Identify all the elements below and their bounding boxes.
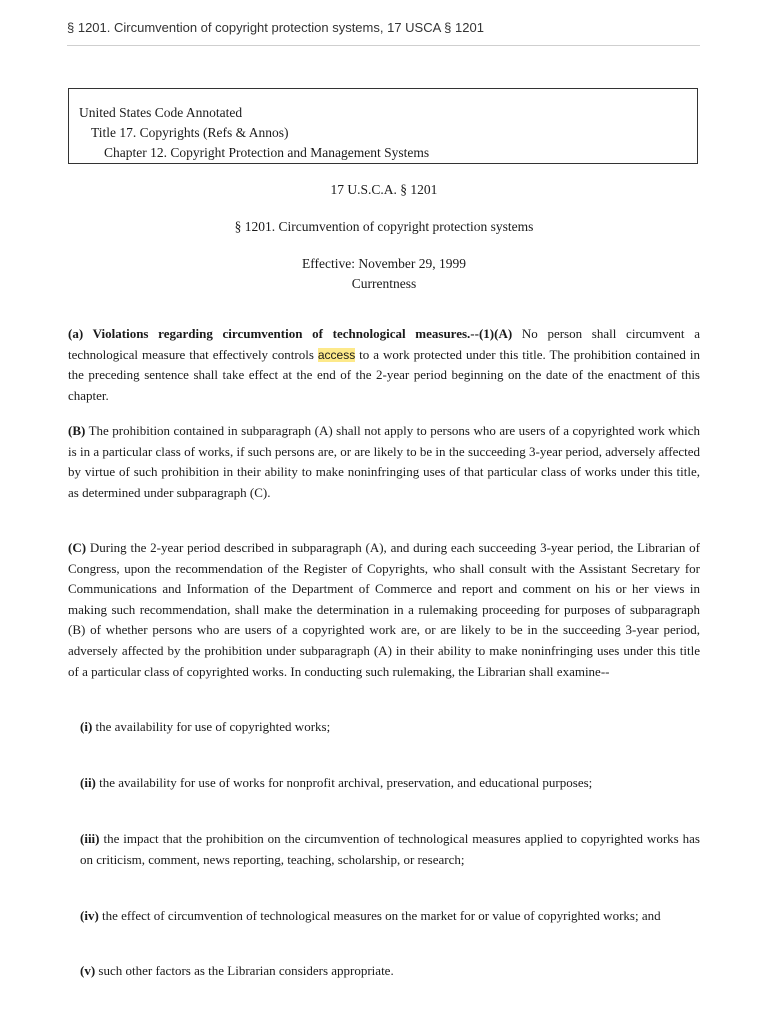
- list-item-iv: [80, 906, 700, 927]
- list-item-label: (ii): [80, 775, 96, 790]
- list-item-text: the impact that the prohibition on the circumvention of technological measures applied to copyrighted works has on criticism, comment, news reporting, teaching, scholarship, or research;: [80, 831, 700, 867]
- list-item-v: [80, 961, 700, 982]
- paragraph-a: [68, 324, 700, 406]
- paragraph-b-label: (B): [68, 423, 86, 438]
- paragraph-a-text-1: No person shall circumvent a technological measure that effectively controls: [68, 326, 701, 362]
- running-title: § 1201. Circumvention of copyright protection systems, 17 USCA § 1201: [67, 20, 700, 46]
- code-line-chapter[interactable]: Chapter 12. Copyright Protection and Management Systems: [104, 145, 430, 160]
- code-line-title[interactable]: Title 17. Copyrights (Refs & Annos): [91, 125, 289, 140]
- list-item-label: (v): [80, 963, 96, 978]
- list-item-text: the availability for use of copyrighted works;: [92, 719, 331, 734]
- section-title: § 1201. Circumvention of copyright protection systems: [234, 219, 534, 234]
- effective-date: Effective: November 29, 1999: [302, 256, 466, 271]
- paragraph-c: [68, 538, 700, 682]
- list-item-label: (iii): [80, 831, 100, 846]
- paragraph-c-text: During the 2-year period described in subparagraph (A), and during each succeeding 3-year period, the Librarian of Congress, upon the recommendation of the Register of Copyrights, who shall consult with the Assistant Secretary for Communications and Information of the Department of Commerce and report and comment on his or her views in making such recommendation, shall make the determination in a rulemaking proceeding for purposes of subparagraph (B) of whether persons who are users of a copyrighted work are, or are likely to be in the succeeding 3-year period, adversely affected by the prohibition under subparagraph (A) in their ability to make noninfringing uses under this title of a particular class of copyrighted works. In conducting such rulemaking, the Librarian shall examine--: [68, 540, 700, 679]
- paragraph-a-text-2: to a work protected under this title. The prohibition contained in the preceding sentence shall take effect at the end of the 2-year period beginning on the date of the enactment of this chapter.: [68, 346, 700, 403]
- code-line-usca: United States Code Annotated: [79, 105, 243, 120]
- highlighted-term: access: [317, 347, 356, 362]
- paragraph-a-label: (a) Violations regarding circumvention of technological measures.--(1)(A): [68, 326, 513, 341]
- currentness-link[interactable]: Currentness: [351, 276, 417, 291]
- list-item-label: (iv): [80, 908, 99, 923]
- list-item-i: [80, 717, 700, 738]
- paragraph-b-text: The prohibition contained in subparagraph (A) shall not apply to persons who are users of a copyrighted work which is in a particular class of works, if such persons are, or are likely to be in the succeeding 3-year period, adversely affected by virtue of such prohibition in their ability to make noninfringing uses of that particular class of works under this title, as determined under subparagraph (C).: [68, 423, 700, 500]
- list-item-label: (i): [80, 719, 93, 734]
- list-item-text: the effect of circumvention of technological measures on the market for or value of copyrighted works; and: [98, 908, 661, 923]
- list-item-text: such other factors as the Librarian considers appropriate.: [95, 963, 394, 978]
- list-item-iii: [80, 829, 700, 870]
- paragraph-b: [68, 421, 700, 503]
- citation: 17 U.S.C.A. § 1201: [330, 182, 438, 197]
- paragraph-c-label: (C): [68, 540, 87, 555]
- list-item-text: the availability for use of works for nonprofit archival, preservation, and educational purposes;: [95, 775, 593, 790]
- code-hierarchy-box: [68, 88, 698, 164]
- list-item-ii: [80, 773, 700, 794]
